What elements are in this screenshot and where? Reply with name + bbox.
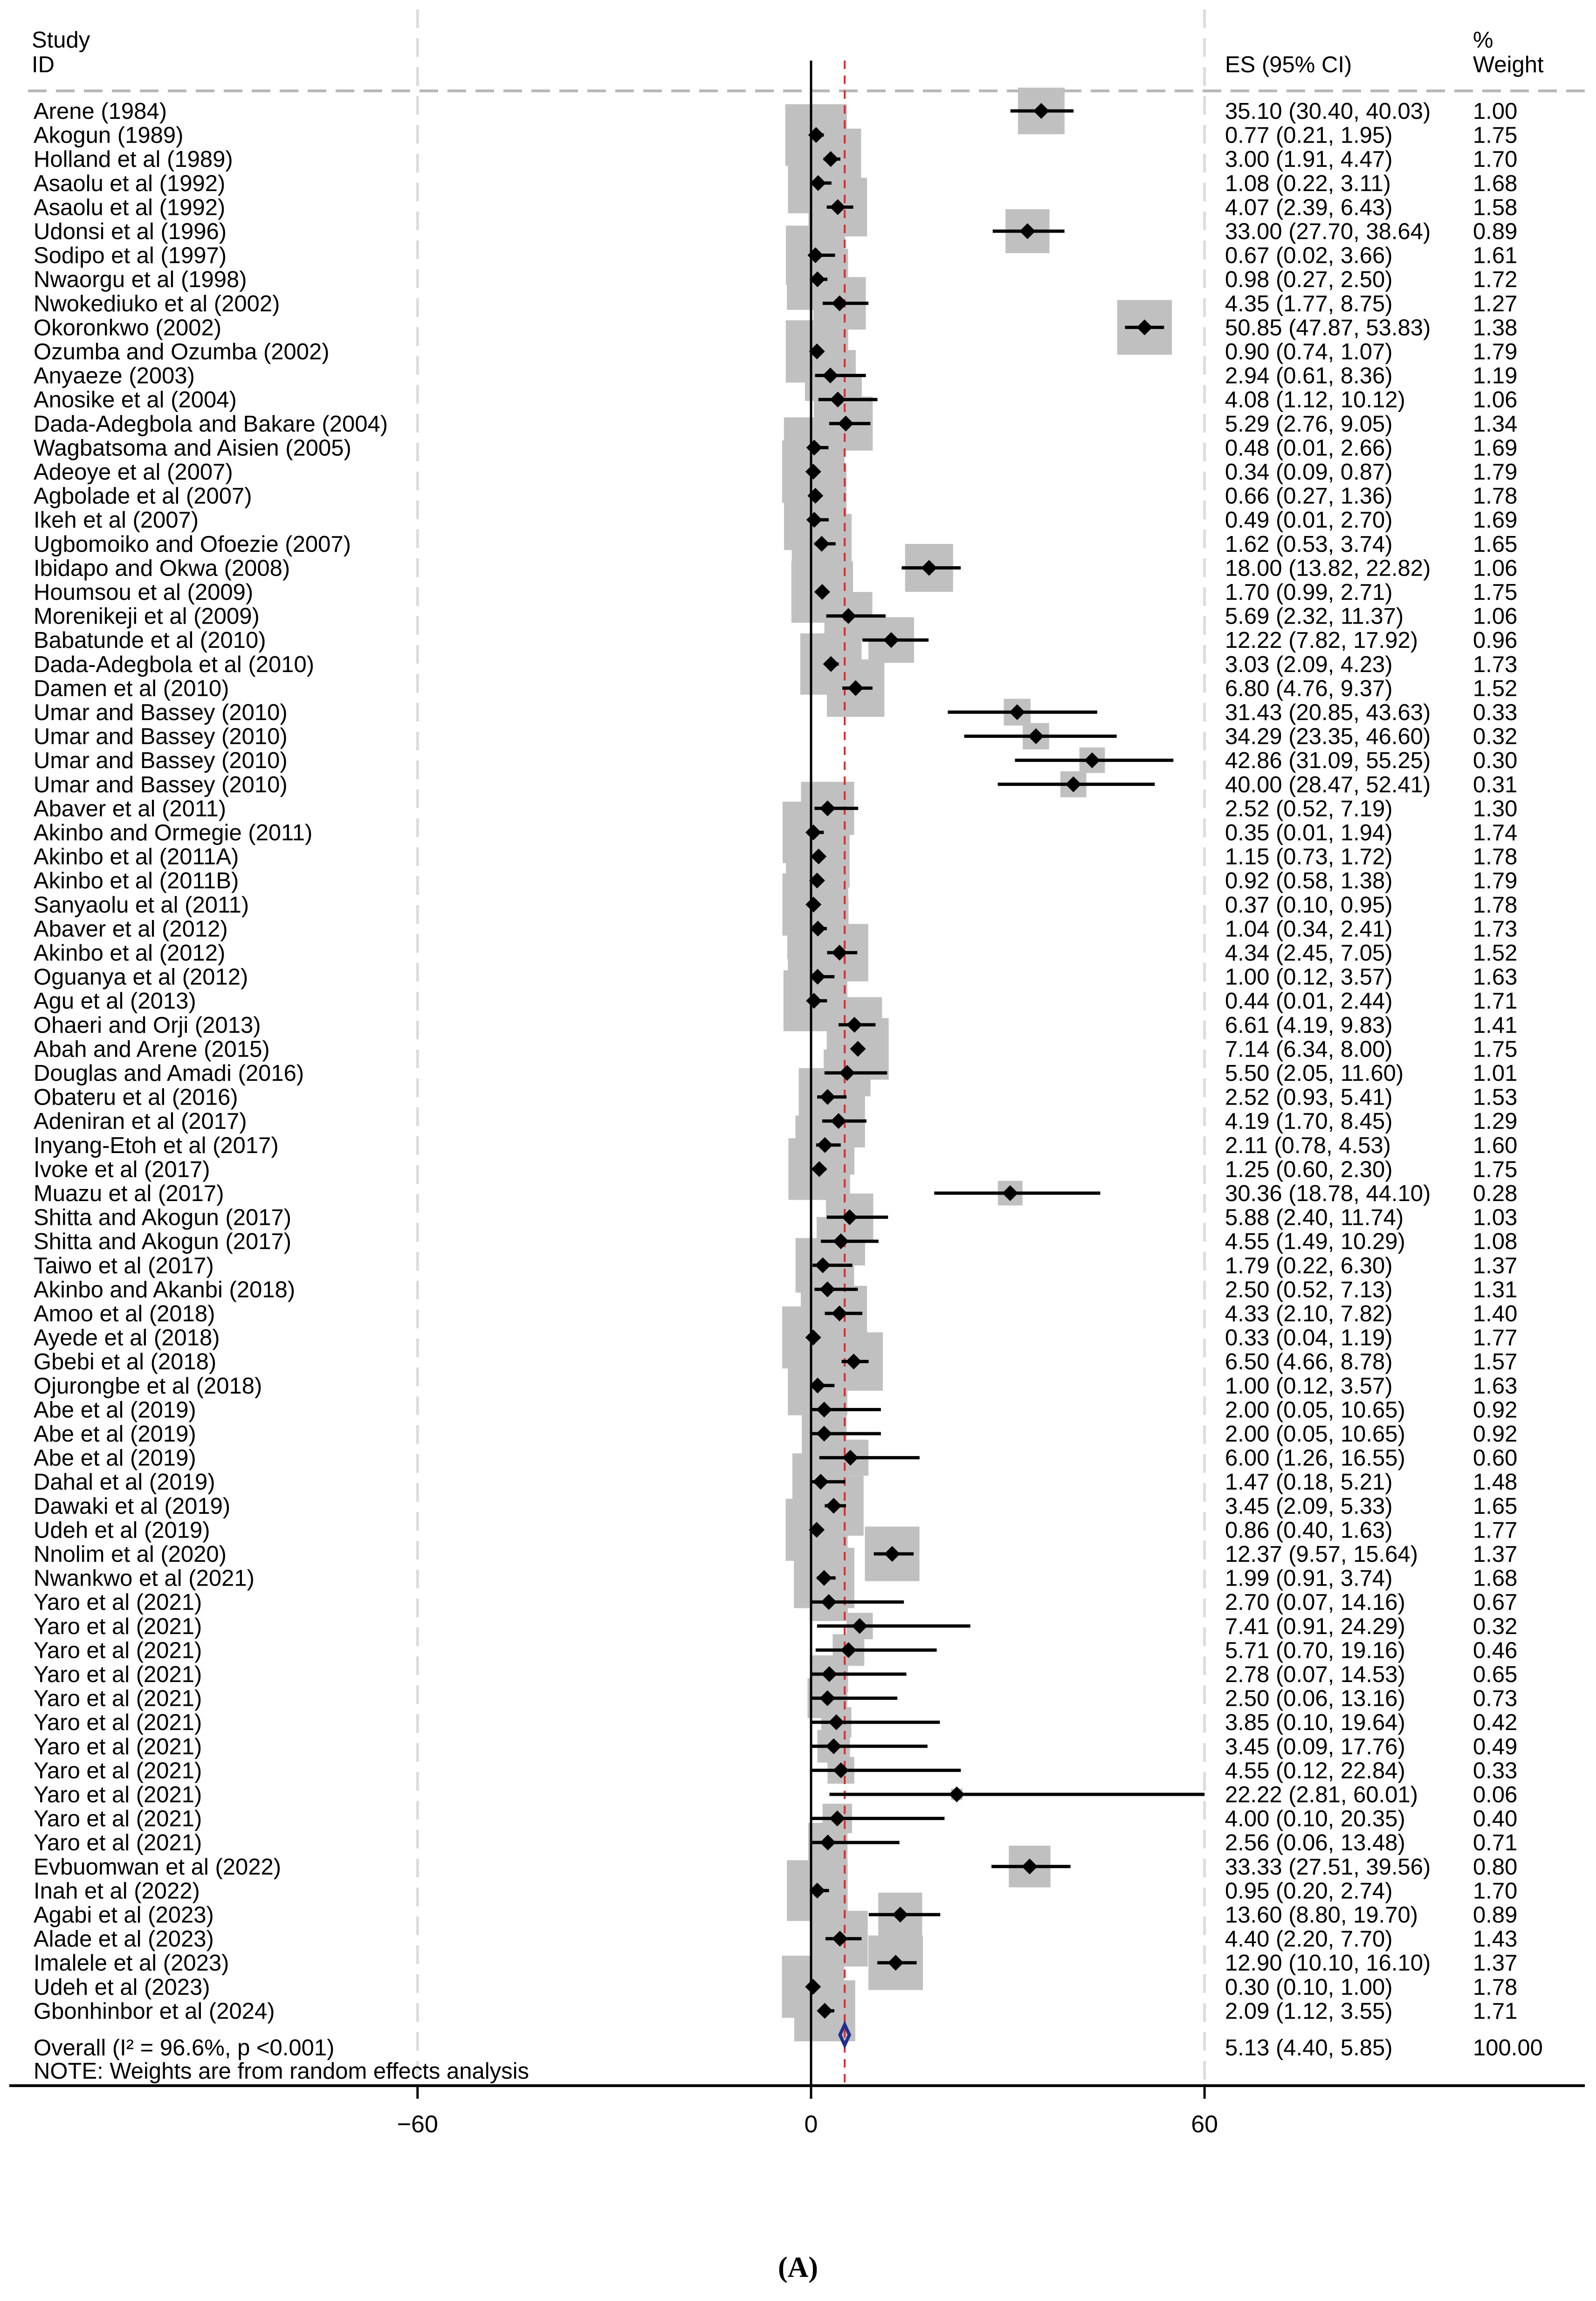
study-id: Ojurongbe et al (2018) (34, 1373, 262, 1399)
study-weight: 1.41 (1473, 1012, 1518, 1038)
study-es: 0.37 (0.10, 0.95) (1225, 892, 1393, 918)
study-weight: 1.37 (1473, 1951, 1518, 1976)
figure-caption (0, 2251, 1596, 2284)
study-weight: 1.73 (1473, 916, 1518, 942)
study-weight: 0.33 (1473, 1758, 1518, 1784)
study-weight: 0.28 (1473, 1181, 1518, 1206)
study-weight: 0.30 (1473, 748, 1518, 774)
study-id: Abe et al (2019) (34, 1445, 196, 1471)
study-id: Yaro et al (2021) (34, 1710, 202, 1736)
study-weight: 1.48 (1473, 1470, 1518, 1495)
study-weight: 1.43 (1473, 1926, 1518, 1952)
study-id: Anosike et al (2004) (34, 387, 237, 413)
study-es: 0.66 (0.27, 1.36) (1225, 483, 1393, 509)
study-es: 30.36 (18.78, 44.10) (1225, 1181, 1431, 1206)
study-id: Abah and Arene (2015) (34, 1037, 270, 1062)
study-es: 4.07 (2.39, 6.43) (1225, 195, 1393, 220)
study-weight: 0.65 (1473, 1662, 1518, 1687)
study-id: Agabi et al (2023) (34, 1903, 214, 1928)
study-es: 0.98 (0.27, 2.50) (1225, 267, 1393, 293)
study-es: 2.50 (0.52, 7.13) (1225, 1277, 1393, 1303)
study-id: Akinbo et al (2011A) (34, 844, 239, 870)
study-weight: 1.40 (1473, 1301, 1518, 1326)
study-weight: 1.01 (1473, 1061, 1518, 1086)
study-es: 33.33 (27.51, 39.56) (1225, 1854, 1431, 1880)
study-id: Amoo et al (2018) (34, 1301, 215, 1326)
study-es: 4.19 (1.70, 8.45) (1225, 1109, 1393, 1134)
study-es: 5.71 (0.70, 19.16) (1225, 1638, 1405, 1663)
study-weight: 1.52 (1473, 676, 1518, 701)
study-es: 4.55 (0.12, 22.84) (1225, 1758, 1405, 1784)
study-id: Yaro et al (2021) (34, 1614, 202, 1639)
study-weight: 1.70 (1473, 1878, 1518, 1904)
weight-boxes (782, 88, 1172, 2041)
study-es: 40.00 (28.47, 52.41) (1225, 772, 1431, 797)
study-id: Anyaeze (2003) (34, 363, 195, 389)
study-weight: 1.53 (1473, 1085, 1518, 1110)
study-es: 1.04 (0.34, 2.41) (1225, 916, 1393, 942)
study-es: 0.33 (0.04, 1.19) (1225, 1325, 1393, 1351)
study-es: 2.94 (0.61, 8.36) (1225, 363, 1393, 389)
study-weight: 0.92 (1473, 1397, 1518, 1423)
study-es: 0.77 (0.21, 1.95) (1225, 123, 1393, 148)
study-weight: 0.31 (1473, 772, 1518, 797)
study-id: Muazu et al (2017) (34, 1181, 224, 1206)
study-es: 6.50 (4.66, 8.78) (1225, 1349, 1393, 1375)
x-axis (9, 2086, 1585, 2138)
study-id: Udonsi et al (1996) (34, 219, 227, 244)
study-es: 4.08 (1.12, 10.12) (1225, 387, 1405, 413)
study-weight: 1.37 (1473, 1542, 1518, 1567)
study-id: Dada-Adegbola et al (2010) (34, 652, 315, 677)
study-weight: 1.30 (1473, 796, 1518, 822)
study-id: Okoronkwo (2002) (34, 315, 222, 341)
study-weight: 1.65 (1473, 1493, 1518, 1519)
axis-tick-label: 60 (1191, 2111, 1218, 2138)
study-id: Ugbomoiko and Ofoezie (2007) (34, 531, 351, 557)
study-id: Yaro et al (2021) (34, 1638, 202, 1663)
study-es: 1.00 (0.12, 3.57) (1225, 1373, 1393, 1399)
study-es: 6.80 (4.76, 9.37) (1225, 676, 1393, 701)
study-es: 2.00 (0.05, 10.65) (1225, 1397, 1405, 1423)
study-id: Yaro et al (2021) (34, 1806, 202, 1832)
study-weight: 1.58 (1473, 195, 1518, 220)
study-es: 0.86 (0.40, 1.63) (1225, 1518, 1393, 1543)
study-es: 3.03 (2.09, 4.23) (1225, 652, 1393, 677)
study-weight: 1.71 (1473, 1999, 1518, 2024)
study-weight: 0.32 (1473, 724, 1518, 749)
study-weight: 0.92 (1473, 1422, 1518, 1447)
study-id: Yaro et al (2021) (34, 1758, 202, 1784)
study-es: 1.99 (0.91, 3.74) (1225, 1566, 1393, 1591)
study-weight: 1.19 (1473, 363, 1518, 389)
study-id: Taiwo et al (2017) (34, 1253, 214, 1278)
study-weight: 1.06 (1473, 604, 1518, 629)
study-weight: 0.46 (1473, 1638, 1518, 1663)
study-id: Morenikeji et al (2009) (34, 604, 260, 629)
study-es: 4.40 (2.20, 7.70) (1225, 1926, 1393, 1952)
study-weight: 1.31 (1473, 1277, 1518, 1303)
study-es: 35.10 (30.40, 40.03) (1225, 99, 1431, 124)
study-id: Umar and Bassey (2010) (34, 700, 288, 725)
study-es: 3.00 (1.91, 4.47) (1225, 147, 1393, 172)
study-id: Wagbatsoma and Aisien (2005) (34, 435, 351, 461)
header-es: ES (95% CI) (1225, 52, 1352, 77)
study-id: Dahal et al (2019) (34, 1470, 215, 1495)
study-es: 7.14 (6.34, 8.00) (1225, 1037, 1393, 1062)
study-weight: 1.75 (1473, 1157, 1518, 1182)
study-weight: 1.72 (1473, 267, 1518, 293)
study-weight: 1.79 (1473, 460, 1518, 485)
study-weight: 0.49 (1473, 1734, 1518, 1759)
study-weight: 1.71 (1473, 989, 1518, 1014)
study-es: 2.70 (0.07, 14.16) (1225, 1590, 1405, 1615)
study-es: 2.52 (0.52, 7.19) (1225, 796, 1393, 822)
study-id: Ibidapo and Okwa (2008) (34, 556, 290, 581)
study-weight: 0.33 (1473, 700, 1518, 725)
study-weight: 0.60 (1473, 1445, 1518, 1471)
study-id: Agbolade et al (2007) (34, 483, 252, 509)
study-es: 3.45 (2.09, 5.33) (1225, 1493, 1393, 1519)
study-weight: 1.68 (1473, 171, 1518, 196)
study-labels (34, 99, 1517, 2024)
study-id: Ivoke et al (2017) (34, 1157, 210, 1182)
study-es: 7.41 (0.91, 24.29) (1225, 1614, 1405, 1639)
study-id: Akinbo et al (2012) (34, 941, 226, 966)
study-es: 0.95 (0.20, 2.74) (1225, 1878, 1393, 1904)
study-weight: 1.06 (1473, 387, 1518, 413)
study-weight: 0.96 (1473, 628, 1518, 653)
study-id: Evbuomwan et al (2022) (34, 1854, 282, 1880)
study-id: Yaro et al (2021) (34, 1662, 202, 1687)
study-id: Abe et al (2019) (34, 1397, 196, 1423)
study-es: 34.29 (23.35, 46.60) (1225, 724, 1431, 749)
study-es: 18.00 (13.82, 22.82) (1225, 556, 1431, 581)
study-id: Umar and Bassey (2010) (34, 772, 288, 797)
study-weight: 1.60 (1473, 1133, 1518, 1158)
study-id: Nnolim et al (2020) (34, 1542, 227, 1567)
study-id: Umar and Bassey (2010) (34, 748, 288, 774)
study-es: 4.34 (2.45, 7.05) (1225, 941, 1393, 966)
study-es: 5.88 (2.40, 11.74) (1225, 1205, 1404, 1230)
study-id: Yaro et al (2021) (34, 1830, 202, 1856)
study-es: 1.25 (0.60, 2.30) (1225, 1157, 1393, 1182)
study-weight: 0.67 (1473, 1590, 1518, 1615)
study-id: Ayede et al (2018) (34, 1325, 220, 1351)
study-es: 1.70 (0.99, 2.71) (1225, 580, 1393, 605)
study-id: Sodipo et al (1997) (34, 243, 227, 268)
confidence-intervals (805, 103, 1204, 2045)
study-es: 2.00 (0.05, 10.65) (1225, 1422, 1405, 1447)
study-id: Udeh et al (2019) (34, 1518, 210, 1543)
study-es: 31.43 (20.85, 43.63) (1225, 700, 1431, 725)
study-es: 12.90 (10.10, 16.10) (1225, 1951, 1431, 1976)
study-id: Yaro et al (2021) (34, 1782, 202, 1807)
study-es: 1.00 (0.12, 3.57) (1225, 964, 1393, 990)
study-id: Akinbo and Akanbi (2018) (34, 1277, 296, 1303)
study-es: 0.92 (0.58, 1.38) (1225, 868, 1393, 894)
study-es: 5.29 (2.76, 9.05) (1225, 411, 1393, 437)
axis-tick-label: −60 (397, 2111, 438, 2138)
study-weight: 0.32 (1473, 1614, 1518, 1639)
header-weight-pct: % (1473, 27, 1493, 53)
study-weight: 1.03 (1473, 1205, 1518, 1230)
study-weight: 1.29 (1473, 1109, 1518, 1134)
study-weight: 1.57 (1473, 1349, 1518, 1375)
study-es: 0.90 (0.74, 1.07) (1225, 339, 1393, 364)
study-es: 0.49 (0.01, 2.70) (1225, 508, 1393, 533)
header-id: ID (32, 52, 55, 77)
study-es: 5.69 (2.32, 11.37) (1225, 604, 1404, 629)
study-es: 12.37 (9.57, 15.64) (1225, 1542, 1418, 1567)
study-id: Nwankwo et al (2021) (34, 1566, 255, 1591)
caption-text: (A) (777, 2252, 819, 2283)
study-id: Imalele et al (2023) (34, 1951, 229, 1976)
study-id: Shitta and Akogun (2017) (34, 1229, 292, 1255)
study-id: Akinbo and Ormegie (2011) (34, 820, 313, 845)
study-weight: 1.79 (1473, 868, 1518, 894)
study-id: Dawaki et al (2019) (34, 1493, 231, 1519)
study-weight: 1.75 (1473, 1037, 1518, 1062)
study-es: 33.00 (27.70, 38.64) (1225, 219, 1431, 244)
study-weight: 0.40 (1473, 1806, 1518, 1832)
study-weight: 1.37 (1473, 1253, 1518, 1278)
study-weight: 0.71 (1473, 1830, 1518, 1856)
study-id: Babatunde et al (2010) (34, 628, 266, 653)
study-weight: 0.73 (1473, 1686, 1518, 1711)
study-id: Umar and Bassey (2010) (34, 724, 288, 749)
study-id: Yaro et al (2021) (34, 1686, 202, 1711)
study-weight: 1.00 (1473, 99, 1518, 124)
study-id: Adeniran et al (2017) (34, 1109, 247, 1134)
study-es: 0.48 (0.01, 2.66) (1225, 435, 1393, 461)
study-id: Yaro et al (2021) (34, 1734, 202, 1759)
study-es: 13.60 (8.80, 19.70) (1225, 1903, 1418, 1928)
study-weight: 1.63 (1473, 964, 1518, 990)
study-weight: 1.52 (1473, 941, 1518, 966)
study-es: 0.35 (0.01, 1.94) (1225, 820, 1393, 845)
study-es: 0.67 (0.02, 3.66) (1225, 243, 1393, 268)
study-weight: 1.63 (1473, 1373, 1518, 1399)
study-id: Ohaeri and Orji (2013) (34, 1012, 261, 1038)
study-es: 12.22 (7.82, 17.92) (1225, 628, 1418, 653)
study-id: Arene (1984) (34, 99, 167, 124)
study-es: 1.08 (0.22, 3.11) (1225, 171, 1391, 196)
study-weight: 1.77 (1473, 1518, 1518, 1543)
study-weight: 1.69 (1473, 435, 1518, 461)
study-es: 1.47 (0.18, 5.21) (1225, 1470, 1393, 1495)
study-id: Damen et al (2010) (34, 676, 229, 701)
study-id: Nwaorgu et al (1998) (34, 267, 247, 293)
study-id: Holland et al (1989) (34, 147, 233, 172)
study-id: Gbonhinbor et al (2024) (34, 1999, 275, 2024)
study-id: Asaolu et al (1992) (34, 195, 226, 220)
study-es: 6.61 (4.19, 9.83) (1225, 1012, 1393, 1038)
study-weight: 0.42 (1473, 1710, 1518, 1736)
study-id: Agu et al (2013) (34, 989, 196, 1014)
study-weight: 1.75 (1473, 580, 1518, 605)
study-es: 2.52 (0.93, 5.41) (1225, 1085, 1393, 1110)
study-id: Asaolu et al (1992) (34, 171, 226, 196)
study-es: 3.45 (0.09, 17.76) (1225, 1734, 1405, 1759)
study-es: 2.09 (1.12, 3.55) (1225, 1999, 1393, 2024)
study-es: 1.15 (0.73, 1.72) (1225, 844, 1393, 870)
study-es: 0.30 (0.10, 1.00) (1225, 1974, 1393, 2000)
study-weight: 1.70 (1473, 147, 1518, 172)
study-es: 1.79 (0.22, 6.30) (1225, 1253, 1393, 1278)
header-weight: Weight (1473, 52, 1544, 77)
study-id: Nwokediuko et al (2002) (34, 291, 280, 316)
study-es: 4.00 (0.10, 20.35) (1225, 1806, 1405, 1832)
overall-es-text: 5.13 (4.40, 5.85) (1225, 2035, 1393, 2061)
study-weight: 1.75 (1473, 123, 1518, 148)
study-weight: 1.78 (1473, 892, 1518, 918)
study-es: 42.86 (31.09, 55.25) (1225, 748, 1431, 774)
study-id: Abe et al (2019) (34, 1422, 196, 1447)
study-id: Ozumba and Ozumba (2002) (34, 339, 330, 364)
study-weight: 1.34 (1473, 411, 1518, 437)
study-id: Yaro et al (2021) (34, 1590, 202, 1615)
study-es: 0.44 (0.01, 2.44) (1225, 989, 1393, 1014)
study-id: Obateru et al (2016) (34, 1085, 238, 1110)
study-weight: 1.74 (1473, 820, 1518, 845)
study-id: Adeoye et al (2007) (34, 460, 233, 485)
study-es: 4.33 (2.10, 7.82) (1225, 1301, 1393, 1326)
study-es: 4.35 (1.77, 8.75) (1225, 291, 1393, 316)
study-es: 50.85 (47.87, 53.83) (1225, 315, 1431, 341)
study-weight: 1.08 (1473, 1229, 1518, 1255)
study-weight: 1.73 (1473, 652, 1518, 677)
study-weight: 1.65 (1473, 531, 1518, 557)
study-es: 4.55 (1.49, 10.29) (1225, 1229, 1405, 1255)
study-weight: 1.78 (1473, 483, 1518, 509)
study-id: Alade et al (2023) (34, 1926, 214, 1952)
study-weight: 1.61 (1473, 243, 1518, 268)
study-id: Sanyaolu et al (2011) (34, 892, 249, 918)
axis-tick-label: 0 (804, 2111, 818, 2138)
study-weight: 0.89 (1473, 219, 1518, 244)
study-weight: 0.06 (1473, 1782, 1518, 1807)
study-weight: 1.38 (1473, 315, 1518, 341)
study-es: 2.11 (0.78, 4.53) (1225, 1133, 1391, 1158)
study-es: 0.34 (0.09, 0.87) (1225, 460, 1393, 485)
study-es: 2.78 (0.07, 14.53) (1225, 1662, 1405, 1687)
study-id: Douglas and Amadi (2016) (34, 1061, 304, 1086)
study-id: Dada-Adegbola and Bakare (2004) (34, 411, 388, 437)
study-es: 22.22 (2.81, 60.01) (1225, 1782, 1418, 1807)
study-id: Gbebi et al (2018) (34, 1349, 217, 1375)
study-weight: 1.79 (1473, 339, 1518, 364)
study-id: Udeh et al (2023) (34, 1974, 210, 2000)
study-weight: 0.80 (1473, 1854, 1518, 1880)
overall-label: Overall (I² = 96.6%, p <0.001) (34, 2035, 335, 2061)
study-id: Inyang-Etoh et al (2017) (34, 1133, 279, 1158)
study-weight: 1.77 (1473, 1325, 1518, 1351)
study-id: Houmsou et al (2009) (34, 580, 254, 605)
study-es: 3.85 (0.10, 19.64) (1225, 1710, 1405, 1736)
overall-weight-text: 100.00 (1473, 2035, 1543, 2061)
study-weight: 1.78 (1473, 844, 1518, 870)
study-id: Akinbo et al (2011B) (34, 868, 239, 894)
study-id: Shitta and Akogun (2017) (34, 1205, 292, 1230)
study-id: Akogun (1989) (34, 123, 184, 148)
study-es: 2.50 (0.06, 13.16) (1225, 1686, 1405, 1711)
header-study: Study (32, 27, 90, 53)
study-weight: 1.06 (1473, 556, 1518, 581)
study-weight: 1.27 (1473, 291, 1518, 316)
note-text: NOTE: Weights are from random effects analysis (34, 2059, 529, 2084)
study-weight: 0.89 (1473, 1903, 1518, 1928)
study-weight: 1.69 (1473, 508, 1518, 533)
study-id: Abaver et al (2012) (34, 916, 228, 942)
study-es: 2.56 (0.06, 13.48) (1225, 1830, 1405, 1856)
study-weight: 1.68 (1473, 1566, 1518, 1591)
study-weight: 1.78 (1473, 1974, 1518, 2000)
study-es: 1.62 (0.53, 3.74) (1225, 531, 1393, 557)
study-es: 6.00 (1.26, 16.55) (1225, 1445, 1405, 1471)
study-id: Ikeh et al (2007) (34, 508, 199, 533)
study-id: Abaver et al (2011) (34, 796, 227, 822)
study-id: Oguanya et al (2012) (34, 964, 248, 990)
study-es: 5.50 (2.05, 11.60) (1225, 1061, 1404, 1086)
study-id: Inah et al (2022) (34, 1878, 200, 1904)
